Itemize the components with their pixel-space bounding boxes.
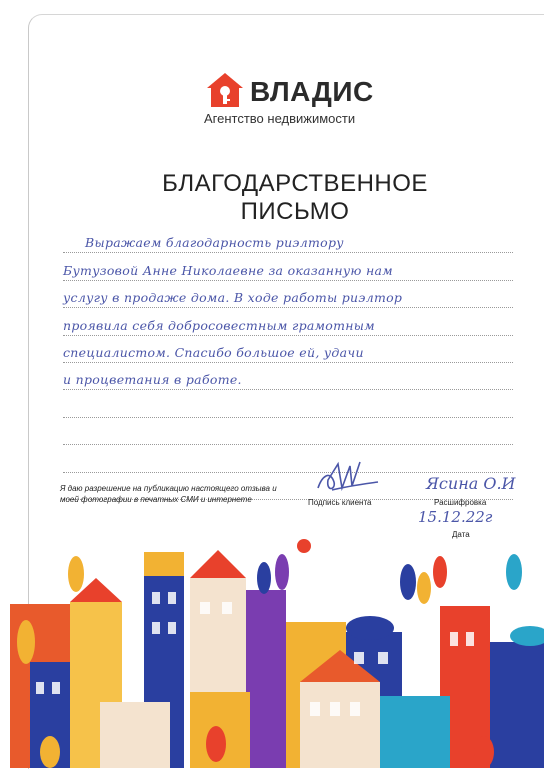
brand-tagline: Агентство недвижимости	[204, 111, 356, 126]
tree	[257, 562, 271, 594]
decoding-label: Расшифровка	[434, 498, 487, 507]
building	[490, 642, 544, 768]
letter-line	[63, 336, 513, 363]
handwritten-text: специалистом. Спасибо большое ей, удачи	[63, 344, 364, 360]
tree	[417, 572, 431, 604]
letter-line	[63, 253, 513, 280]
tree	[433, 556, 447, 588]
tree	[401, 730, 419, 762]
tree	[400, 564, 416, 600]
tree	[275, 554, 289, 590]
client-signature	[296, 458, 406, 513]
page-title-line2: ПИСЬМО	[240, 198, 350, 225]
letter-line	[63, 418, 513, 445]
date-value: 15.12.22г	[418, 508, 493, 526]
tree	[17, 620, 35, 664]
letter-line	[63, 390, 513, 417]
tree	[40, 736, 60, 768]
date-label: Дата	[452, 530, 470, 539]
letter-body	[63, 226, 513, 500]
page-title: БЛАГОДАРСТВЕННОЕ	[162, 170, 428, 197]
handwritten-text: Выражаем благодарность риэлтору	[85, 235, 344, 251]
tree	[68, 556, 84, 592]
letter-line	[63, 308, 513, 335]
building	[246, 590, 286, 768]
sun-icon	[297, 539, 311, 553]
handwritten-text: услугу в продаже дома. В ходе работы риэлтор	[63, 290, 403, 306]
vladis-logo	[204, 72, 374, 128]
house-key-icon	[206, 72, 244, 108]
letter-line	[63, 281, 513, 308]
building	[300, 682, 380, 768]
handwritten-text: проявила себя добросовестным грамотным	[63, 317, 375, 333]
building	[100, 702, 170, 768]
handwritten-text: Бутузовой Анне Николаевне за оказанную нам	[63, 262, 393, 278]
letter-line	[63, 363, 513, 390]
tree	[206, 726, 226, 762]
tree	[506, 554, 522, 590]
city-illustration	[10, 532, 544, 768]
handwritten-text: и процветания в работе.	[63, 372, 242, 388]
signature-label: Подпись клиента	[308, 498, 372, 507]
publication-consent: Я даю разрешение на публикацию настоящего отзыва и моей фотографии в печатных СМИ и интернете	[60, 484, 277, 504]
signature-scribble	[312, 458, 392, 498]
letter-line	[63, 445, 513, 472]
tree	[474, 736, 494, 768]
brand-name: ВЛАДИС	[250, 76, 374, 107]
bush	[346, 616, 394, 640]
letter-line	[63, 226, 513, 253]
decoding-value: Ясина О.И	[426, 474, 516, 493]
